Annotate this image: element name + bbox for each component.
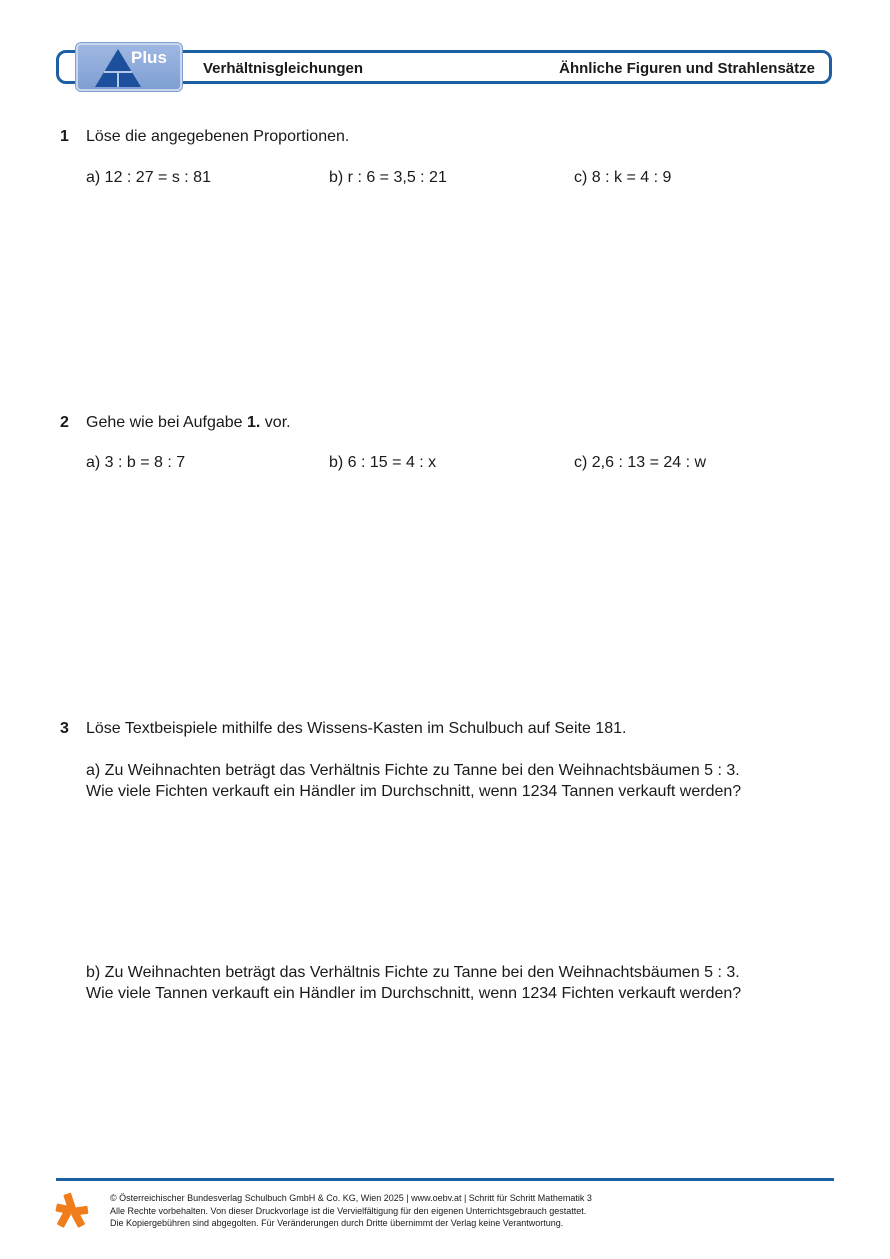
footer-line-2: Alle Rechte vorbehalten. Von dieser Druckvorlage ist die Vervielfältigung für den eigenen Unterrichtsgebrauch gestattet. [110, 1205, 587, 1216]
task-2-item-c: c) 2,6 : 13 = 24 : w [574, 454, 707, 471]
plus-badge-label: Plus [131, 48, 167, 67]
task-1-item-a: a) 12 : 27 = s : 81 [86, 169, 211, 186]
task-1-number: 1 [60, 128, 69, 145]
task-3-part-a-line1: a) Zu Weihnachten beträgt das Verhältnis Fichte zu Tanne bei den Weihnachtsbäumen 5 : 3. [86, 762, 740, 779]
task-1-item-b: b) r : 6 = 3,5 : 21 [329, 169, 447, 186]
task-2-item-b: b) 6 : 15 = 4 : x [329, 454, 437, 471]
footer-line-1: © Österreichischer Bundesverlag Schulbuch GmbH & Co. KG, Wien 2025 | www.oebv.at | Schritt für Schritt Mathematik 3 [110, 1193, 592, 1203]
header-topic: Ähnliche Figuren und Strahlensätze [559, 60, 815, 77]
task-3-part-a-line2: Wie viele Fichten verkauft ein Händler im Durchschnitt, wenn 1234 Tannen verkauft werden? [86, 783, 742, 800]
task-3-instruction: Löse Textbeispiele mithilfe des Wissens-Kasten im Schulbuch auf Seite 181. [86, 720, 627, 737]
task-2-instruction: Gehe wie bei Aufgabe 1. vor. [86, 414, 291, 431]
task-2-item-a: a) 3 : b = 8 : 7 [86, 454, 186, 471]
footer-line-3: Die Kopiergebühren sind abgegolten. Für Veränderungen durch Dritte übernimmt der Verlag keine Verantwortung. [110, 1218, 564, 1228]
task-1-item-c: c) 8 : k = 4 : 9 [574, 169, 672, 186]
task-3-number: 3 [60, 720, 69, 737]
task-3-part-a [86, 760, 741, 802]
task-3-part-b-line2: Wie viele Tannen verkauft ein Händler im Durchschnitt, wenn 1234 Fichten verkauft werden? [86, 985, 742, 1002]
oebv-star-logo [54, 1191, 90, 1234]
task-1-instruction: Löse die angegebenen Proportionen. [86, 128, 350, 145]
header-title: Verhältnisgleichungen [203, 60, 364, 77]
task-3-part-b-line1: b) Zu Weihnachten beträgt das Verhältnis Fichte zu Tanne bei den Weihnachtsbäumen 5 : 3. [86, 964, 740, 981]
footer-copyright [110, 1192, 592, 1230]
task-3-part-b [86, 962, 741, 1004]
footer-divider [56, 1178, 834, 1181]
task-2-number: 2 [60, 414, 69, 431]
